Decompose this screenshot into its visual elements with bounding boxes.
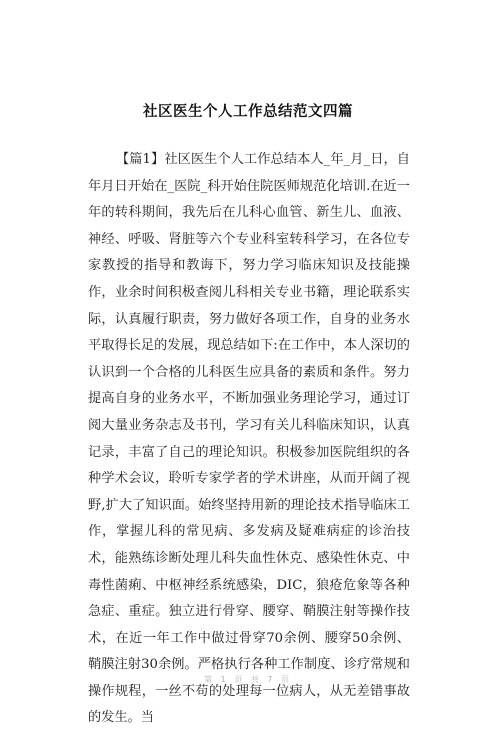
body-paragraph: 【篇1】社区医生个人工作总结本人_年_月_日，自年月日开始在_医院_科开始住院医师规范化培训.在近一年的转科期间，我先后在儿科心血管、新生儿、血液、神经、呼吸、肾脏等六个专业科室转科学习，在各位专家教授的指导和教诲下，努力学习临床知识及技能操作，业余时间积极查阅儿科相关专业书籍，理论联系实际，认真履行职责，努力做好各项工作，自身的业务水平取得长足的发展，现总结如下:在工作中，本人深切的认识到一个合格的儿科医生应具备的素质和条件。努力提高自身的业务水平，不断加强业务理论学习，通过订阅大量业务杂志及书刊，学习有关儿科临床知识，认真记录，丰富了自己的理论知识。积极参加医院组织的各种学术会议，聆听专家学者的学术讲座，从而开阔了视野,扩大了知识面。始终坚持用新的理论技术指导临床工作，掌握儿科的常见病、多发病及疑难病症的诊治技术，能熟练诊断处理儿科失血性休克、感染性休克、中毒性菌痢、中枢神经系统感染，DIC，狼疮危象等各种急症、重症。独立进行骨穿、腰穿、鞘膜注射等操作技术，在近一年工作中做过骨穿70余例、腰穿50余例、鞘膜注射30余例。严格执行各种工作制度、诊疗常规和操作规程，一丝不苟的处理每一位病人，从无差错事故的发生。当 [88,152,410,726]
page-indicator: 第 1 页 共 7 页 [204,675,292,684]
document-title: 社区医生个人工作总结范文四篇 [143,104,353,120]
